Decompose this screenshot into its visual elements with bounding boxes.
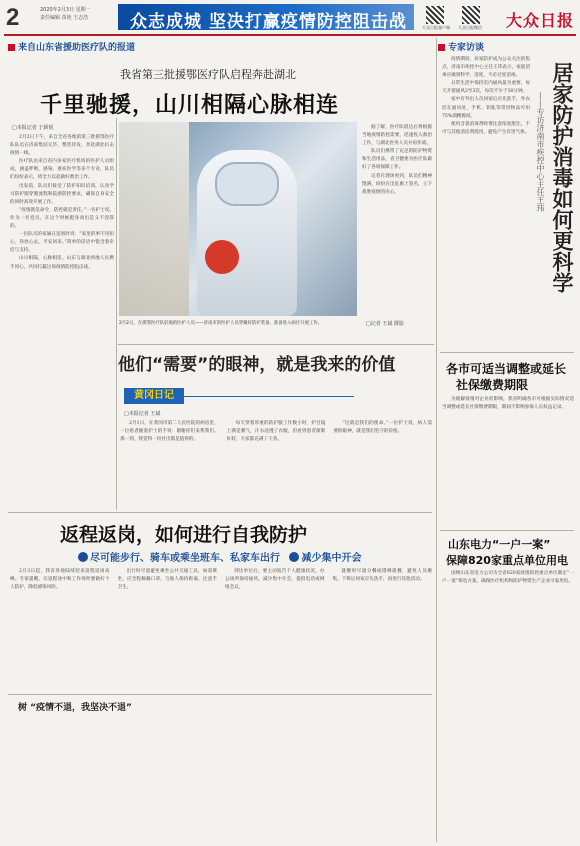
divider [440,530,574,531]
lead-kicker: 我省第三批援鄂医疗队启程奔赴湖北 [120,68,296,81]
column-rule [116,118,117,510]
paragraph: 2月3日起，我省各地陆续迎来返程返岗高峰。专家提醒，在返程途中和工作场所要做好个人防护，降低感染风险。 [10,569,110,591]
paragraph: 据了解，医疗队抵达后将根据当地疫情防控需要，迅速投入救治工作，与湖北医务人员并肩作战。 [362,125,432,147]
photo-credit: □记者 王斌 摄影 [366,321,404,327]
date-line-1: 2020年2月3日 星期一 [40,7,91,13]
paragraph: “这就是我们的使命。”一位护士说，病人需要的眼神，就是我们坚守的价值。 [333,421,432,435]
qr-label-1: 大众日报客户端 [422,25,450,30]
paragraph: “疫情就是命令，防控就是责任。”一名护士说，作为一名党员，在这个时候挺身而出是义不容辞的。 [10,207,114,230]
paragraph: 山川相隔，心脉相连。山东与湖北两地人民携手同心，共同打赢这场疫情防控阻击战。 [10,256,114,270]
paragraph: 出发前，队员们接受了防护知识培训，认真学习防护服穿脱流程和院感防控要求，确保自身安全的同时高效开展工作。 [10,183,114,205]
red-glove [205,240,239,274]
qr-code-icon [462,6,480,24]
second-subheadline [78,549,361,564]
bullet-icon [289,552,299,562]
paragraph: 使用含氯消毒剂时要注意浓度配比，不可与其他清洁剂混用，避免产生有害气体。 [442,121,530,135]
paragraph: 记者在现场看到，队员们精神饱满，纷纷在出征旗上签名，立下战胜疫情的决心。 [362,173,432,195]
right-section-label [438,40,484,53]
right-section-label-text: 专家访谈 [448,43,485,53]
news-photo-medical-worker [119,122,357,316]
paragraph: 医疗队由来自省内多家医疗机构的医护人员组成，涵盖呼吸、感染、重症医学等多个专业，队员们纷纷表示，将全力以赴做好救治工作。 [10,159,114,181]
page-number: 2 [6,4,20,31]
vertical-headline: 居家防护消毒如何更科学 [550,62,575,293]
photo-wall [119,122,189,316]
paragraph: 到达单位后，要主动报告个人健康状况，办公场所保持通风，减少集中开会，提倡电话或网络会议。 [225,569,325,591]
news2-headline-2: 保障820家重点单位用电 [446,554,568,567]
paragraph: 疫情期间，居家防护成为公众关注的焦点。济南市疾控中心主任王玮表示，家庭消毒应做到科学、适度，不必过度消毒。 [442,57,530,79]
section-label [8,40,135,52]
face-shield [215,162,279,206]
news1-body [442,396,574,526]
lead-headline: 千里驰援，山川相隔心脉相连 [40,93,340,118]
header-rule [4,34,576,36]
banner-text: 众志成城 坚决打赢疫情防控阻击战 [130,12,407,32]
second-body [10,568,432,688]
column-rule [436,38,437,842]
subheadline-1: 尽可能步行、骑车或乘坐班车、私家车出行 [90,553,280,564]
second-headline: 返程返岗，如何进行自我防护 [60,524,308,546]
theme-banner [118,4,414,30]
interview-body [442,56,530,346]
paragraph: 一位队员的家属在送别时说：“家里的事不用担心，你放心去，平安回来。”简单的话语中饱含着牵挂与支持。 [10,232,114,254]
section-marker-icon [438,44,445,51]
date-line [40,6,120,22]
section-marker-icon [8,44,15,51]
divider [8,694,432,695]
bottom-note: 树 “疫情不退，我坚决不退” [18,703,132,713]
column-body [120,420,432,506]
lead-column-left [10,134,114,506]
paragraph: 每天穿着厚重的防护服工作数小时，护目镜上满是雾气，汗水浸透了衣服，但看到患者渐渐好转，大家都充满了干劲。 [226,421,326,443]
news2-headline-1: 山东电力“一户一案” [448,538,551,551]
date-line-2: 责任编辑 苗艳 王志浩 [40,15,89,21]
paragraph: 就餐时尽量分餐或错峰就餐，避免人员聚集。下班后回家应先洗手，再进行其他活动。 [332,569,432,583]
badge-rule [184,396,354,397]
column-headline: 他们“需要”的眼神，就是我来的价值 [118,355,396,375]
divider [440,352,574,353]
bullet-icon [78,552,88,562]
qr-code-icon [426,6,444,24]
paragraph: 家中有外出人员回家后应先洗手，外衣挂在通风处，手机、钥匙等常用物品可用75%酒精擦拭。 [442,97,530,119]
news1-headline-1: 各市可适当调整或延长 [446,362,567,376]
paragraph: 2月1日，在黄冈市第二人民医院的病房里，一位患者握着护士的手说：谢谢你们来帮我们。那一刻，我觉得一切付出都是值得的。 [120,421,219,443]
qr-label-2: 大众日报微信 [458,25,482,30]
newspaper-logo: 大众日报 [506,11,575,30]
page-header [0,0,580,34]
paragraph: 2月2日下午，来自全省各地的第三批援鄂医疗队队员在济南集结完毕，整装待发，奔赴湖北抗击疫情一线。 [10,135,114,157]
paragraph: 队员们携带了充足的防护物资和生活用品，省卫健委为医疗队做好了各项保障工作。 [362,149,432,171]
paragraph: 国网山东省电力公司为全省820家疫情防控重点单位制定“一户一案”保电方案，确保医疗机构和防护物资生产企业可靠用电。 [442,571,574,585]
paragraph: 为缓解疫情对企业的影响，我省明确各市可根据实际情况适当调整或延长社保缴费期限，期间不影响参保人员权益记录。 [442,397,574,411]
section-label-text: 来自山东省援助医疗队的报道 [18,43,136,53]
lead-byline: □本报记者 于新悦 [12,125,54,131]
column-byline: □本报记者 王斌 [124,411,161,417]
diary-badge: 黄冈日记 [124,388,184,404]
paragraph: 出行时尽量避免乘坐公共交通工具，如需乘坐，应全程佩戴口罩，与他人保持距离，注意手卫生。 [117,569,217,591]
divider [8,512,432,513]
news2-body [442,570,574,840]
paragraph: 日常生活中保持室内通风最为重要，每天开窗通风2至3次，每次不少于30分钟。 [442,81,530,95]
news1-headline-2: 社保缴费期限 [456,378,529,392]
lead-column-right [362,124,432,334]
vertical-subheadline: ——专访济南市疾控中心主任王玮 [536,92,545,212]
photo-caption: 2月2日，在援鄂医疗队驻地的医护人员——济南市的医护人员穿戴好防护装备，准备进入病区开展工作。 [119,321,323,326]
divider [118,344,434,345]
subheadline-2: 减少集中开会 [301,553,362,564]
